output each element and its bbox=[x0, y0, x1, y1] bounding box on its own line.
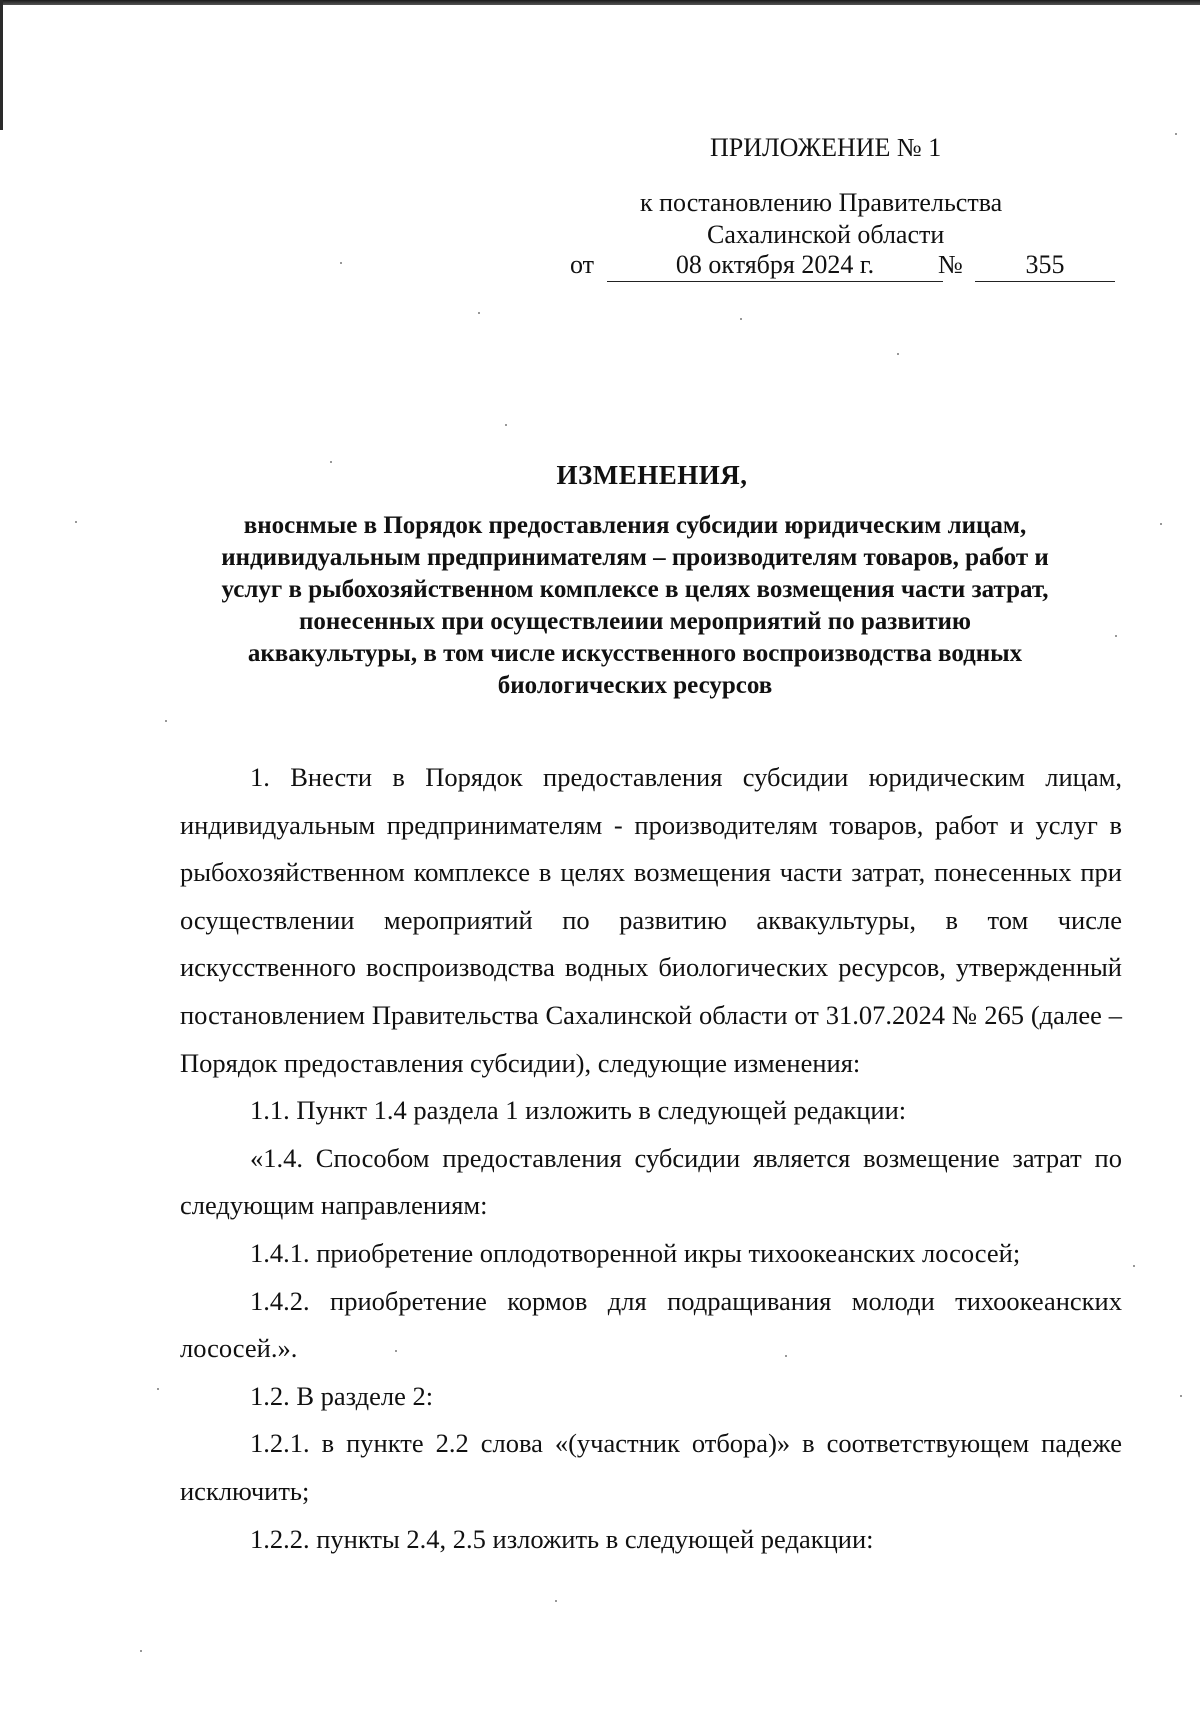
paragraph: 1.1. Пункт 1.4 раздела 1 изложить в следующей редакции: bbox=[250, 1095, 907, 1126]
scan-speck bbox=[505, 424, 507, 426]
scan-speck bbox=[75, 521, 77, 523]
scan-top-border bbox=[0, 0, 1200, 5]
scan-speck bbox=[340, 262, 342, 264]
scan-speck bbox=[478, 312, 480, 314]
paragraph: 1. Внести в Порядок предоставления субсидии юридическим лицам, индивидуальным предпринимателям - производителям товаров, работ и услуг в рыбохозяйственном комплексе в целях возмещения части затрат, понесенных при осуществлении мероприятий по развитию аквакультуры, в том числе искусственного воспроизводства водных биологических ресурсов, утвержденный постановлением Правительства Сахалинской области от 31.07.2024 № 265 (далее – Порядок предоставления субсидии), следующие изменения: bbox=[180, 762, 1122, 1078]
scan-speck bbox=[555, 1600, 557, 1602]
subtitle-line: понесенных при осуществлеиии мероприятий по развитию bbox=[298, 608, 972, 635]
document-title: ИЗМЕНЕНИЯ, bbox=[556, 460, 748, 490]
document-body bbox=[180, 754, 1122, 1563]
number-sign: № bbox=[938, 250, 963, 279]
scan-speck bbox=[740, 318, 742, 320]
paragraph: 1.2.2. пункты 2.4, 2.5 изложить в следующей редакции: bbox=[250, 1523, 874, 1554]
scan-speck bbox=[897, 353, 899, 355]
number-field: 355 bbox=[975, 249, 1115, 282]
scan-speck bbox=[140, 1650, 142, 1652]
scan-left-border bbox=[0, 0, 3, 130]
subtitle-line: индивидуальным предпринимателям – производителям товаров, работ и bbox=[221, 544, 1049, 571]
paragraph: 1.4.1. приобретение оплодотворенной икры тихоокеанских лососей; bbox=[250, 1237, 1021, 1268]
paragraph: «1.4. Способом предоставления субсидии является возмещение затрат по следующим направлениям: bbox=[180, 1142, 1122, 1221]
paragraph: 1.2. В разделе 2: bbox=[250, 1380, 434, 1411]
scan-speck bbox=[1133, 1265, 1135, 1267]
resolution-reference: к постановлению Правительства bbox=[640, 188, 1003, 217]
date-prefix: от bbox=[570, 250, 595, 279]
subtitle-line: аквакультуры, в том числе искусственного воспроизводства водных bbox=[247, 640, 1023, 667]
subtitle-line: биологических ресурсов bbox=[497, 672, 773, 699]
date-field: 08 октября 2024 г. bbox=[607, 249, 943, 282]
paragraph: 1.4.2. приобретение кормов для подращивания молоди тихоокеанских лососей.». bbox=[180, 1285, 1122, 1364]
date-number-row bbox=[560, 249, 1120, 283]
scan-speck bbox=[1175, 133, 1177, 135]
region-name: Сахалинской области bbox=[707, 220, 945, 249]
scan-speck bbox=[1115, 635, 1117, 637]
subtitle-line: услуг в рыбохозяйственном комплексе в целях возмещения части затрат, bbox=[221, 576, 1049, 603]
scan-speck bbox=[1180, 1395, 1182, 1397]
scan-speck bbox=[165, 720, 167, 722]
document-subtitle bbox=[180, 510, 1090, 702]
paragraph: 1.2.1. в пункте 2.2 слова «(участник отбора)» в соответствующем падеже исключить; bbox=[180, 1428, 1122, 1506]
scan-speck bbox=[1160, 523, 1162, 525]
subtitle-line: вноснмые в Порядок предоставления субсидии юридическим лицам, bbox=[243, 512, 1027, 539]
appendix-title: ПРИЛОЖЕНИЕ № 1 bbox=[710, 133, 942, 162]
scan-speck bbox=[157, 1388, 159, 1390]
